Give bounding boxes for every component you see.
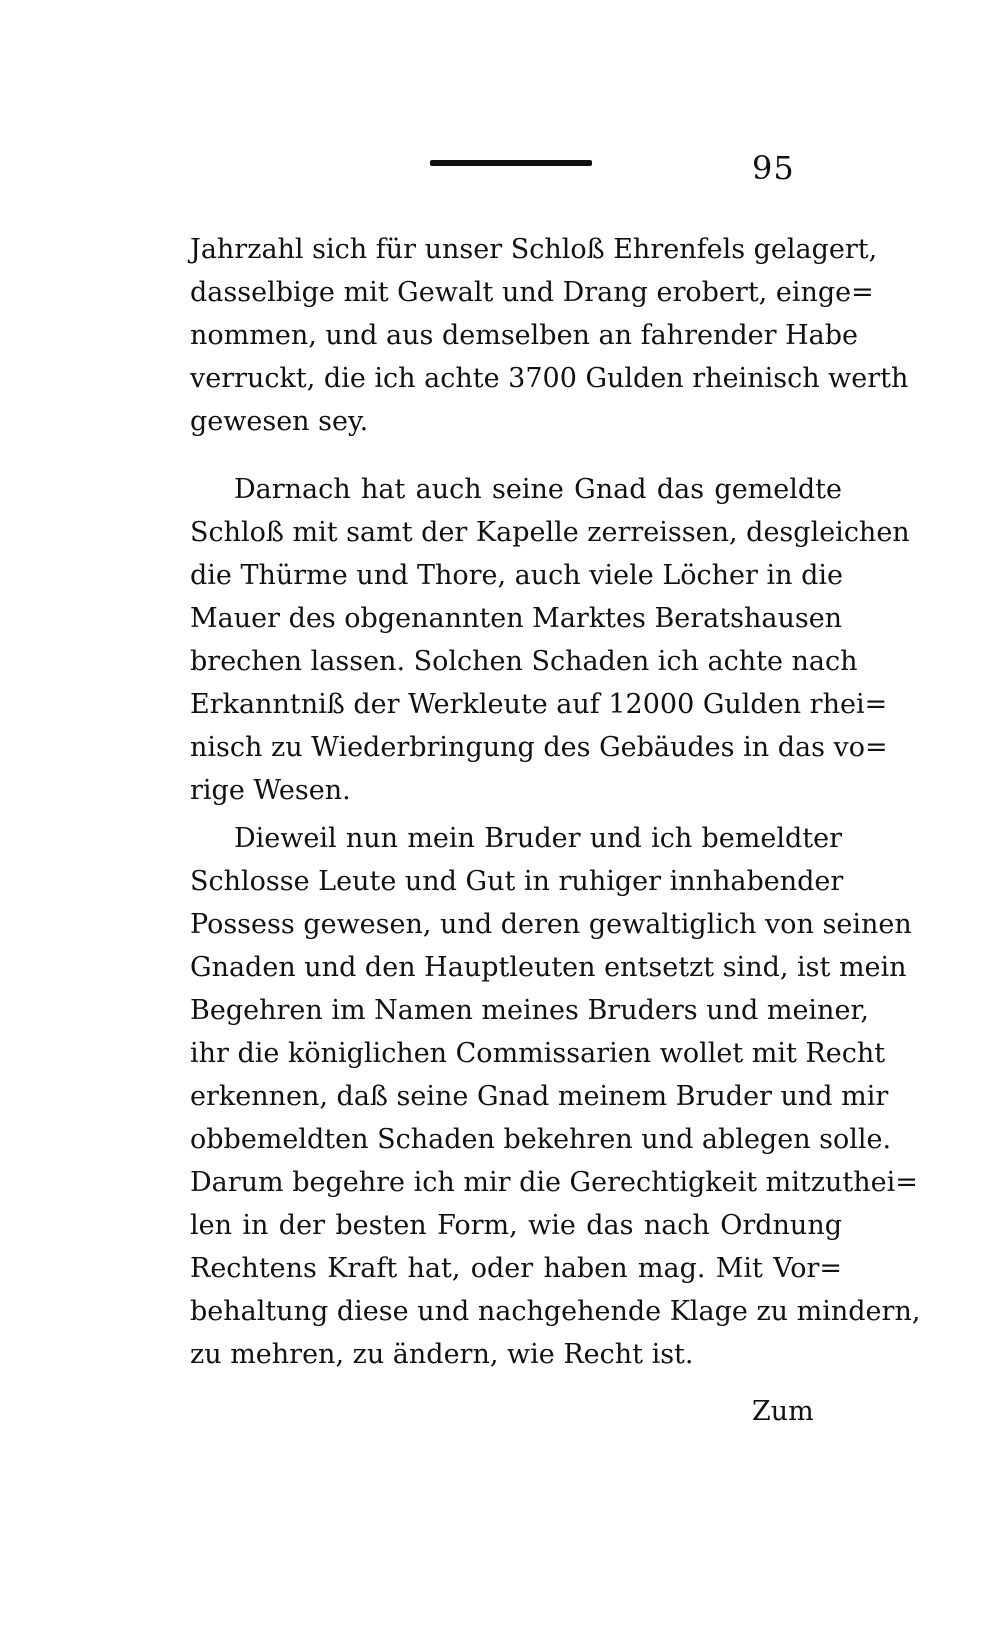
text-line: rige Wesen. — [190, 775, 351, 806]
text-line: len in der besten Form, wie das nach Ordnung — [190, 1210, 842, 1241]
text-line: Possess gewesen, und deren gewaltiglich von seinen — [190, 909, 912, 940]
text-line: erkennen, daß seine Gnad meinem Bruder und mir — [190, 1081, 889, 1112]
text-line: nisch zu Wiederbringung des Gebäudes in das vo= — [190, 732, 888, 763]
text-line: Schlosse Leute und Gut in ruhiger innhabender — [190, 866, 844, 897]
text-line: zu mehren, zu ändern, wie Recht ist. — [190, 1339, 694, 1370]
text-line: brechen lassen. Solchen Schaden ich achte nach — [190, 646, 858, 677]
text-line: Mauer des obgenannten Marktes Beratshausen — [190, 603, 843, 634]
text-line: Erkanntniß der Werkleute auf 12000 Gulden rhei= — [190, 689, 888, 720]
text-line: obbemeldten Schaden bekehren und ablegen solle. — [190, 1124, 892, 1155]
text-line: die Thürme und Thore, auch viele Löcher in die — [190, 560, 843, 591]
page-number: 95 — [752, 149, 795, 187]
text-line: Gnaden und den Hauptleuten entsetzt sind, ist mein — [190, 952, 907, 983]
text-line: gewesen sey. — [190, 406, 369, 437]
text-line: dasselbige mit Gewalt und Drang erobert, einge= — [190, 277, 874, 308]
paragraph-1 — [190, 228, 909, 443]
text-line: Jahrzahl sich für unser Schloß Ehrenfels gelagert, — [190, 234, 878, 265]
paragraph-2 — [190, 468, 910, 812]
text-line: Schloß mit samt der Kapelle zerreissen, desgleichen — [190, 517, 910, 548]
text-line: Begehren im Namen meines Bruders und meiner, — [190, 995, 869, 1026]
text-line: nommen, und aus demselben an fahrender Habe — [190, 320, 858, 351]
header-rule — [430, 160, 592, 166]
text-line: Darum begehre ich mir die Gerechtigkeit mitzuthei= — [190, 1167, 918, 1198]
text-line: verruckt, die ich achte 3700 Gulden rheinisch werth — [190, 363, 909, 394]
text-line: Rechtens Kraft hat, oder haben mag. Mit Vor= — [190, 1253, 842, 1284]
paragraph-3 — [190, 817, 921, 1376]
catchword: Zum — [752, 1396, 814, 1427]
text-line: Darnach hat auch seine Gnad das gemeldte — [234, 474, 842, 505]
text-line: ihr die königlichen Commissarien wollet mit Recht — [190, 1038, 886, 1069]
text-line: behaltung diese und nachgehende Klage zu mindern, — [190, 1296, 921, 1327]
text-line: Dieweil nun mein Bruder und ich bemeldter — [234, 823, 842, 854]
